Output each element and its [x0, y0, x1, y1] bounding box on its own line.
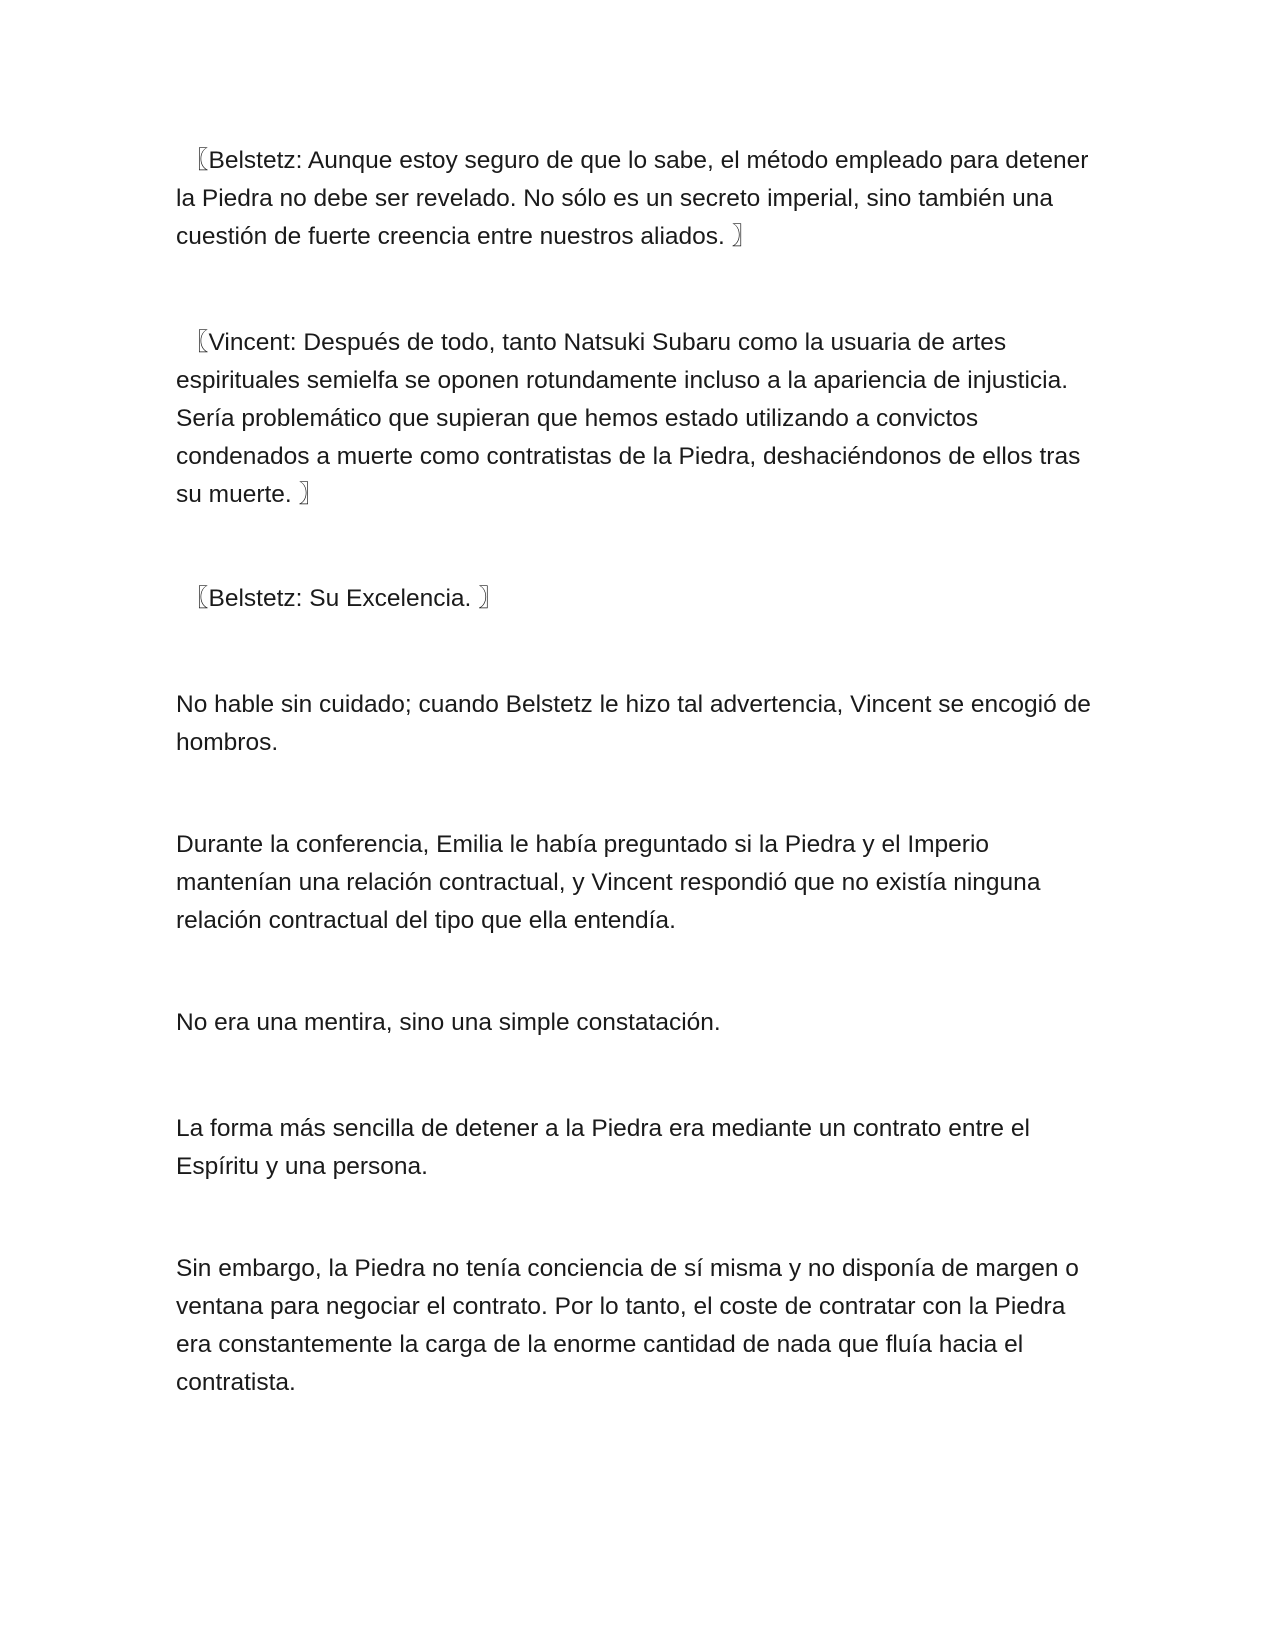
paragraph-belstetz-dialogue-1: 〖Belstetz: Aunque estoy seguro de que lo sabe, el método empleado para detener la Piedra no debe ser revelado. No sólo es un secreto imperial, sino también una cuestión de fuerte creencia entre nuestros aliados. 〗	[176, 147, 1089, 250]
paragraph-vincent-dialogue: 〖Vincent: Después de todo, tanto Natsuki Subaru como la usuaria de artes espirituales semielfa se oponen rotundamente incluso a la apariencia de injusticia. Sería problemático que supieran que hemos estado utilizando a convictos condenados a muerte como contratistas de la Piedra, deshaciéndonos de ellos tras su muerte. 〗	[176, 329, 1081, 508]
paragraph-belstetz-dialogue-2: 〖Belstetz: Su Excelencia. 〗	[184, 585, 503, 612]
paragraph-narration-2: Durante la conferencia, Emilia le había preguntado si la Piedra y el Imperio mantenían una relación contractual, y Vincent respondió que no existía ninguna relación contractual del tipo que ella entendía.	[176, 831, 1041, 934]
paragraph-narration-4: La forma más sencilla de detener a la Piedra era mediante un contrato entre el Espíritu y una persona.	[176, 1115, 1030, 1180]
paragraph-narration-1: No hable sin cuidado; cuando Belstetz le hizo tal advertencia, Vincent se encogió de hombros.	[176, 691, 1091, 756]
paragraph-narration-5: Sin embargo, la Piedra no tenía conciencia de sí misma y no disponía de margen o ventana para negociar el contrato. Por lo tanto, el coste de contratar con la Piedra era constantemente la carga de la enorme cantidad de nada que fluía hacia el contratista.	[176, 1255, 1079, 1396]
paragraph-narration-3: No era una mentira, sino una simple constatación.	[176, 1009, 721, 1036]
